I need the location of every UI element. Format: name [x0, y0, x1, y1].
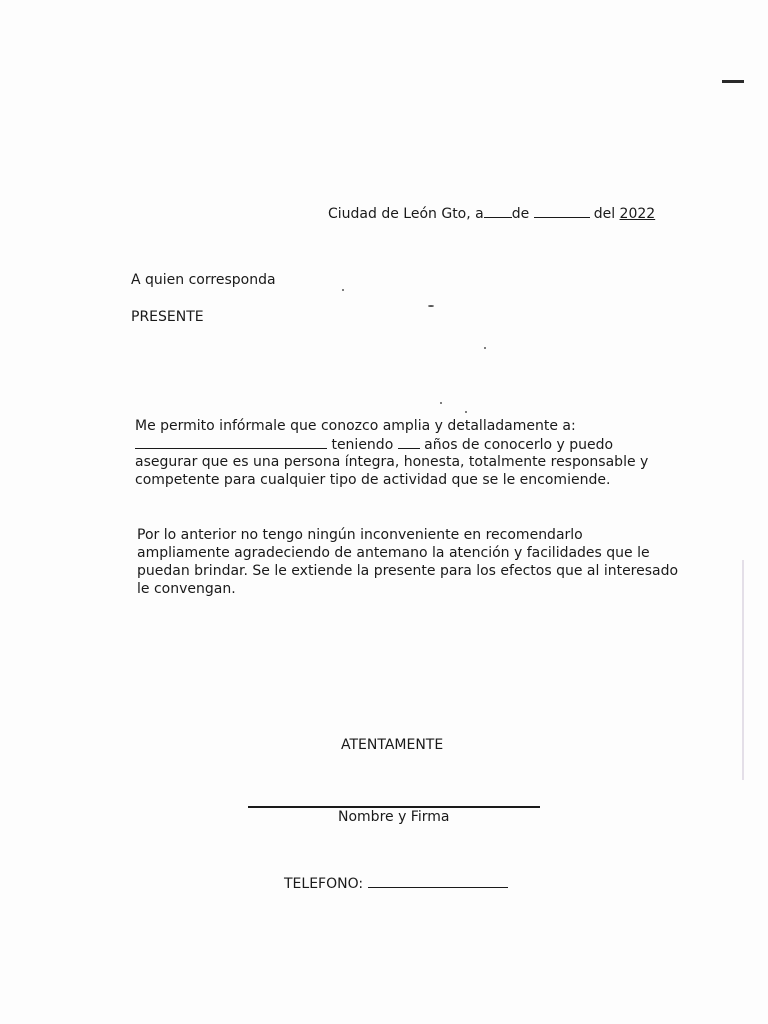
place-date-de: de — [511, 206, 530, 222]
month-blank — [534, 204, 590, 218]
scan-speck — [465, 411, 467, 413]
addressee: A quien corresponda — [131, 272, 276, 288]
scan-speck — [440, 402, 442, 404]
phone-label: TELEFONO: — [284, 876, 364, 892]
years-blank — [398, 435, 420, 449]
scan-speck — [428, 305, 434, 307]
scan-speck — [484, 347, 486, 349]
place-date-del: del — [593, 206, 616, 222]
phone-blank — [368, 874, 508, 888]
paragraph-2-line-2: ampliamente agradeciendo de antemano la atención y facilidades que le — [137, 545, 650, 561]
paragraph-1-line-2 — [135, 435, 648, 453]
phone-line — [284, 874, 508, 893]
paragraph-2 — [137, 526, 678, 598]
paragraph-1 — [135, 417, 648, 489]
scan-edge-shadow — [742, 560, 744, 780]
paragraph-1-line-1: Me permito infórmale que conozco amplia y detalladamente a: — [135, 418, 576, 434]
teniendo-text: teniendo — [331, 437, 394, 453]
day-blank — [484, 204, 512, 218]
signature-label: Nombre y Firma — [338, 809, 450, 825]
place-date-prefix: Ciudad de León Gto, a — [328, 206, 484, 222]
name-blank — [135, 435, 327, 449]
paragraph-1-line-4: competente para cualquier tipo de actividad que se le encomiende. — [135, 472, 611, 488]
years-text: años de conocerlo y puedo — [424, 437, 614, 453]
paragraph-2-line-4: le convengan. — [137, 581, 236, 597]
place-date-line — [328, 204, 655, 223]
paragraph-1-line-3: asegurar que es una persona íntegra, honesta, totalmente responsable y — [135, 454, 649, 470]
place-date-year: 2022 — [619, 206, 656, 222]
scan-edge-mark — [722, 80, 744, 83]
presente-heading: PRESENTE — [131, 309, 204, 325]
paragraph-2-line-1: Por lo anterior no tengo ningún inconveniente en recomendarlo — [137, 527, 583, 543]
paragraph-2-line-3: puedan brindar. Se le extiende la presente para los efectos que al interesado — [137, 563, 679, 579]
closing-atentamente: ATENTAMENTE — [341, 737, 444, 753]
scan-speck — [342, 289, 344, 291]
